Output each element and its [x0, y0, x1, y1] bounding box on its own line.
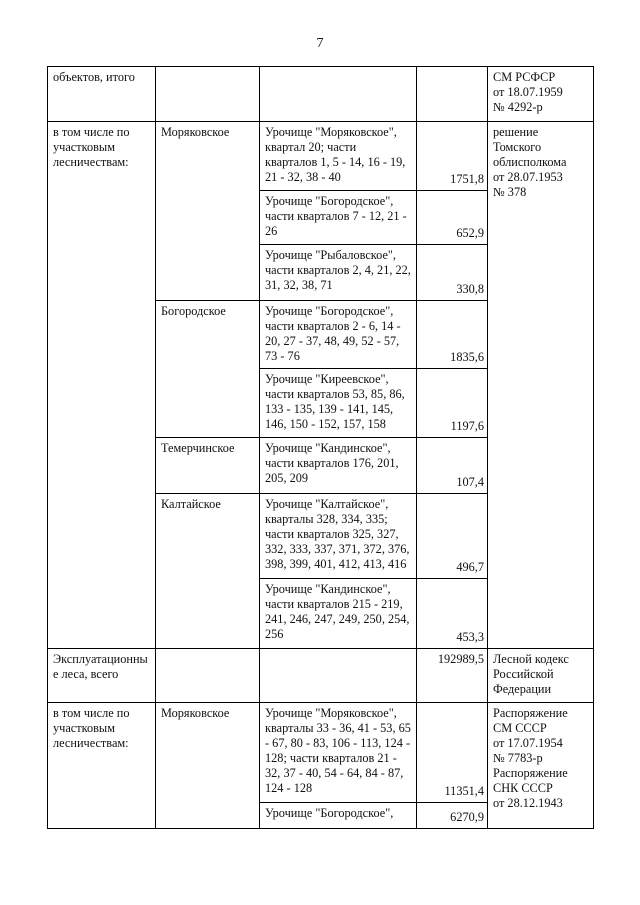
table-row: [48, 122, 594, 191]
tract-cell: Урочище "Кандинское", части кварталов 176, 201, 205, 209: [260, 438, 417, 494]
forestry-cell: Моряковское: [156, 703, 260, 829]
tract-cell: Урочище "Киреевское", части кварталов 53, 85, 86, 133 - 135, 139 - 141, 145, 146, 150 - 152, 157, 158: [260, 369, 417, 438]
document-cell: решение Томского облисполкома от 28.07.1953 № 378: [488, 122, 594, 649]
area-cell: 496,7: [417, 494, 488, 579]
area-cell: 453,3: [417, 579, 488, 649]
table-row: [48, 67, 594, 122]
tract-cell: Урочище "Моряковское", кварталы 33 - 36, 41 - 53, 65 - 67, 80 - 83, 106 - 113, 124 - 128; части кварталов 21 - 32, 37 - 40, 54 - 64, 84 - 87, 124 - 128: [260, 703, 417, 803]
category-cell: в том числе по участковым лесничествам:: [48, 122, 156, 649]
area-cell: 330,8: [417, 245, 488, 301]
area-cell: 11351,4: [417, 703, 488, 803]
area-cell: 6270,9: [417, 803, 488, 829]
tract-cell: Урочище "Калтайское", кварталы 328, 334, 335; части кварталов 325, 327, 332, 333, 337, 371, 372, 376, 398, 399, 401, 412, 413, 416: [260, 494, 417, 579]
tract-cell: [260, 67, 417, 122]
area-cell: 1751,8: [417, 122, 488, 191]
document-cell: СМ РСФСР от 18.07.1959 № 4292-р: [488, 67, 594, 122]
document-cell: Лесной кодекс Российской Федерации: [488, 649, 594, 703]
table-row: [48, 649, 594, 703]
forestry-cell: Моряковское: [156, 122, 260, 301]
area-cell: 1835,6: [417, 301, 488, 369]
area-cell: [417, 67, 488, 122]
area-cell: 1197,6: [417, 369, 488, 438]
tract-cell: Урочище "Моряковское", квартал 20; части кварталов 1, 5 - 14, 16 - 19, 21 - 32, 38 - 40: [260, 122, 417, 191]
forestry-cell: [156, 67, 260, 122]
forestry-cell: Богородское: [156, 301, 260, 438]
category-cell: Эксплуатационны е леса, всего: [48, 649, 156, 703]
tract-cell: Урочище "Рыбаловское", части кварталов 2, 4, 21, 22, 31, 32, 38, 71: [260, 245, 417, 301]
area-cell: 652,9: [417, 191, 488, 245]
document-cell: Распоряжение СМ СССР от 17.07.1954 № 7783-р Распоряжение СНК СССР от 28.12.1943: [488, 703, 594, 829]
tract-cell: [260, 649, 417, 703]
area-cell: 107,4: [417, 438, 488, 494]
forestry-cell: [156, 649, 260, 703]
tract-cell: Урочище "Богородское",: [260, 803, 417, 829]
forestry-cell: Темерчинское: [156, 438, 260, 494]
forestry-cell: Калтайское: [156, 494, 260, 649]
tract-cell: Урочище "Богородское", части кварталов 2 - 6, 14 - 20, 27 - 37, 48, 49, 52 - 57, 73 - 76: [260, 301, 417, 369]
area-cell: 192989,5: [417, 649, 488, 703]
category-cell: в том числе по участковым лесничествам:: [48, 703, 156, 829]
table-row: [48, 703, 594, 803]
category-cell: объектов, итого: [48, 67, 156, 122]
page-number: 7: [316, 36, 324, 51]
forest-table: [47, 66, 594, 829]
tract-cell: Урочище "Кандинское", части кварталов 215 - 219, 241, 246, 247, 249, 250, 254, 256: [260, 579, 417, 649]
tract-cell: Урочище "Богородское", части кварталов 7 - 12, 21 - 26: [260, 191, 417, 245]
